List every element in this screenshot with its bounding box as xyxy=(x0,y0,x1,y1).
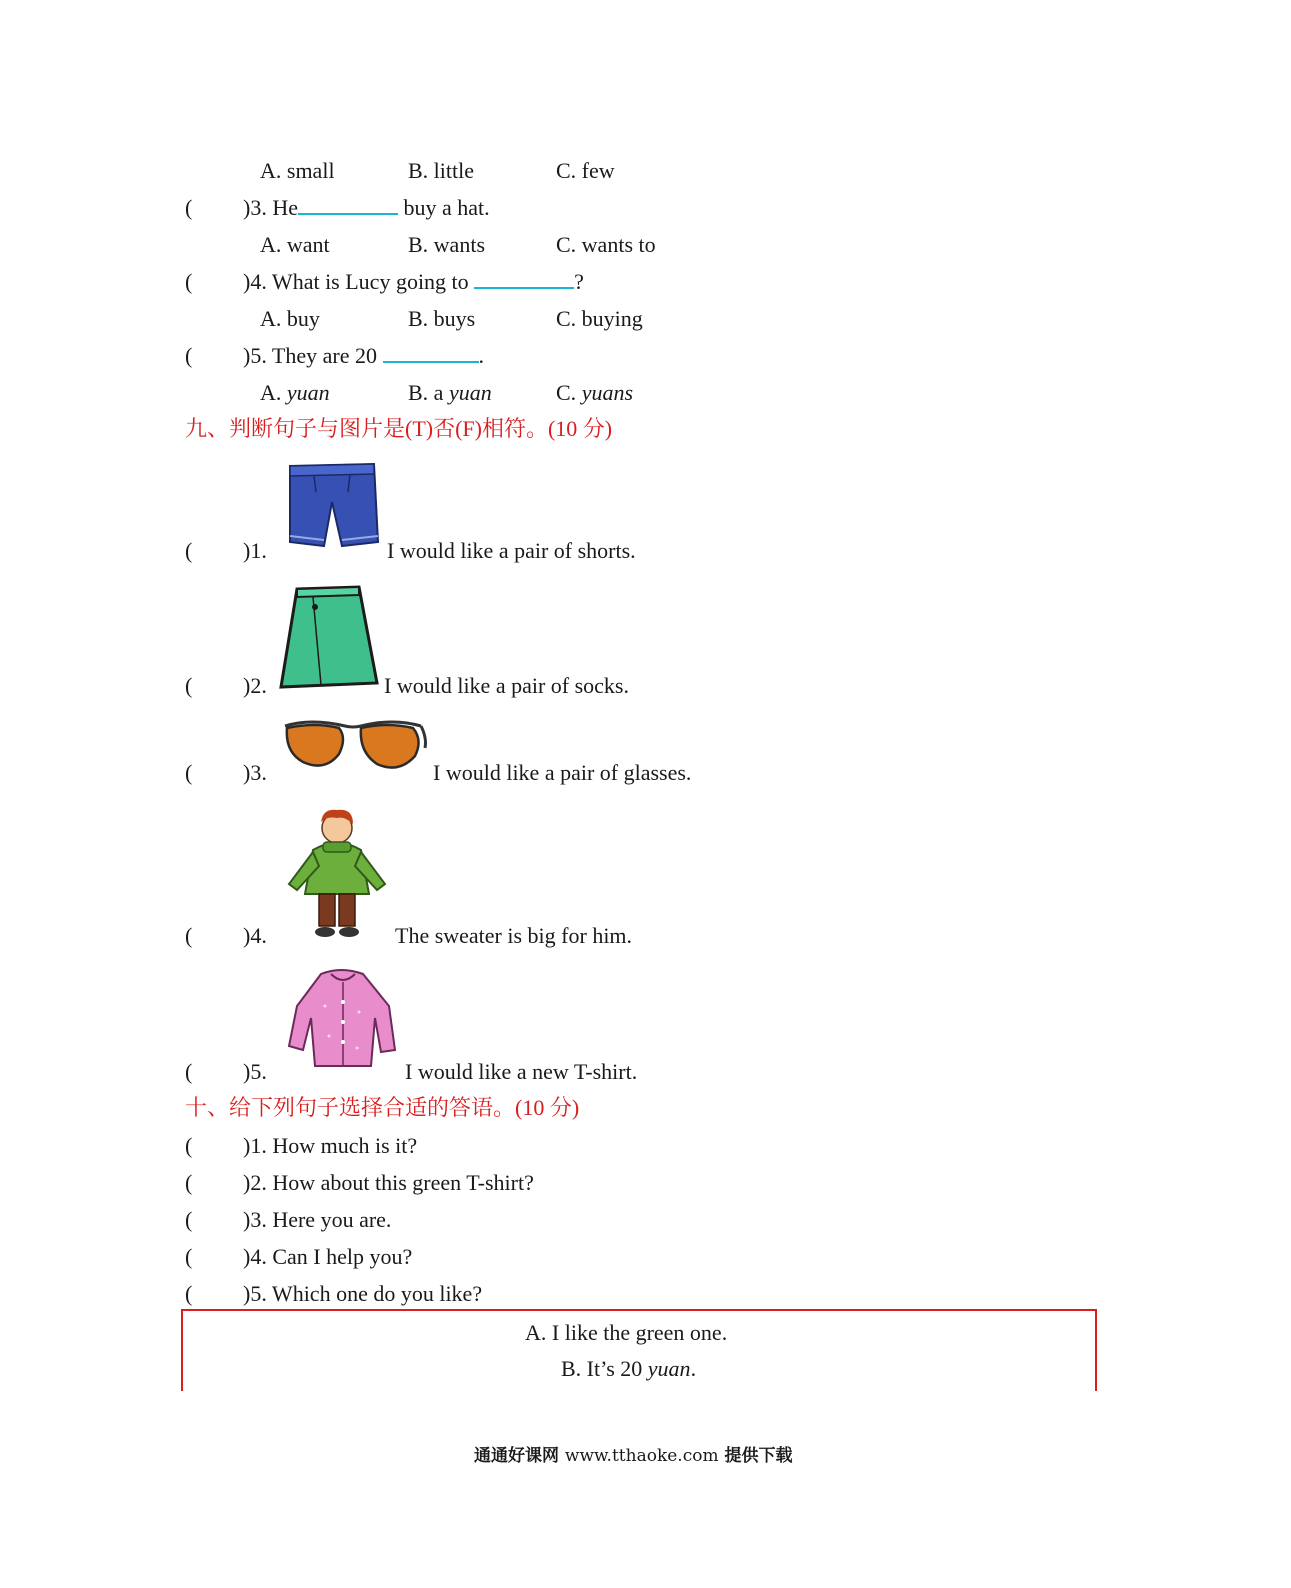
q5-option-a-prefix: A. xyxy=(260,380,282,405)
section9-item-5-number: )5. xyxy=(243,1059,267,1084)
section9-item-4-number: )4. xyxy=(243,923,267,948)
q5-blank[interactable] xyxy=(383,343,479,363)
section10-item-5-text: )5. Which one do you like? xyxy=(243,1281,483,1306)
footer-download-text: 提供下载 xyxy=(724,1446,793,1466)
section10-item-5-paren: ( xyxy=(185,1281,193,1306)
q5-option-b-prefix: B. a xyxy=(408,380,444,405)
section9-item-1-paren: ( xyxy=(185,538,193,563)
q3-blank[interactable] xyxy=(298,195,398,215)
q3-option-c: C. wants to xyxy=(556,232,656,257)
q2-option-a: A. small xyxy=(260,158,335,183)
q4-paren: ( xyxy=(185,269,193,294)
section10-item-1-text: )1. How much is it? xyxy=(243,1133,418,1158)
section9-title: 九、判断句子与图片是(T)否(F)相符。(10 分) xyxy=(185,416,613,441)
footer xyxy=(474,1441,793,1466)
q3-number: )3. He xyxy=(243,195,298,220)
section9-item-5-paren: ( xyxy=(185,1059,193,1084)
footer-url[interactable]: www.tthaoke.com xyxy=(564,1446,719,1466)
q4-after: ? xyxy=(574,269,584,294)
section10-item-2-paren: ( xyxy=(185,1170,193,1195)
q3-after: buy a hat. xyxy=(403,195,490,220)
answer-b-prefix: B. It’s 20 xyxy=(561,1356,643,1381)
shorts-icon xyxy=(284,462,380,550)
q5-option-c-word: yuans xyxy=(581,380,634,405)
q4-blank[interactable] xyxy=(474,269,574,289)
q5-option-b-word: yuan xyxy=(448,380,492,405)
section10-item-4-text: )4. Can I help you? xyxy=(243,1244,413,1269)
section10-item-2-text: )2. How about this green T-shirt? xyxy=(243,1170,534,1195)
section9-item-2-paren: ( xyxy=(185,673,193,698)
section9-item-3-paren: ( xyxy=(185,760,193,785)
q4-option-a: A. buy xyxy=(260,306,320,331)
section9-item-3-text: I would like a pair of glasses. xyxy=(433,760,692,785)
q3-option-a: A. want xyxy=(260,232,330,257)
section9-item-4-text: The sweater is big for him. xyxy=(395,923,633,948)
footer-site-name: 通通好课网 xyxy=(474,1446,559,1466)
q5-number: )5. They are 20 xyxy=(243,343,377,368)
q2-option-b: B. little xyxy=(408,158,474,183)
section9-item-4-paren: ( xyxy=(185,923,193,948)
skirt-icon xyxy=(279,585,379,693)
answer-b xyxy=(561,1356,696,1382)
section10-title: 十、给下列句子选择合适的答语。(10 分) xyxy=(185,1095,580,1120)
section10-item-1-paren: ( xyxy=(185,1133,193,1158)
pink-jacket-icon xyxy=(285,966,399,1072)
section9-item-5-text: I would like a new T-shirt. xyxy=(405,1059,638,1084)
section9-item-3-number: )3. xyxy=(243,760,267,785)
section9-item-1-number: )1. xyxy=(243,538,267,563)
q5-paren: ( xyxy=(185,343,193,368)
q5-option-b xyxy=(408,380,492,406)
q4-option-b: B. buys xyxy=(408,306,476,331)
q4-number: )4. What is Lucy going to xyxy=(243,269,469,294)
answer-b-suffix: . xyxy=(690,1356,697,1381)
q3-paren: ( xyxy=(185,195,193,220)
q4-option-c: C. buying xyxy=(556,306,643,331)
section10-item-4-paren: ( xyxy=(185,1244,193,1269)
section9-item-2-text: I would like a pair of socks. xyxy=(384,673,629,698)
q5-option-a xyxy=(260,380,330,406)
boy-sweater-icon xyxy=(283,806,391,942)
q2-option-c: C. few xyxy=(556,158,615,183)
section10-item-3-paren: ( xyxy=(185,1207,193,1232)
section9-item-2-number: )2. xyxy=(243,673,267,698)
section10-item-3-text: )3. Here you are. xyxy=(243,1207,392,1232)
section9-item-1-text: I would like a pair of shorts. xyxy=(387,538,636,563)
q3-stem xyxy=(243,195,490,221)
answer-b-word: yuan xyxy=(647,1356,691,1381)
sunglasses-icon xyxy=(281,718,429,780)
q3-option-b: B. wants xyxy=(408,232,485,257)
q5-option-c xyxy=(556,380,633,406)
q5-stem xyxy=(243,343,484,369)
q5-option-c-prefix: C. xyxy=(556,380,577,405)
q4-stem xyxy=(243,269,584,295)
q5-option-a-word: yuan xyxy=(286,380,330,405)
answer-a: A. I like the green one. xyxy=(525,1320,728,1345)
q5-after: . xyxy=(478,343,484,368)
